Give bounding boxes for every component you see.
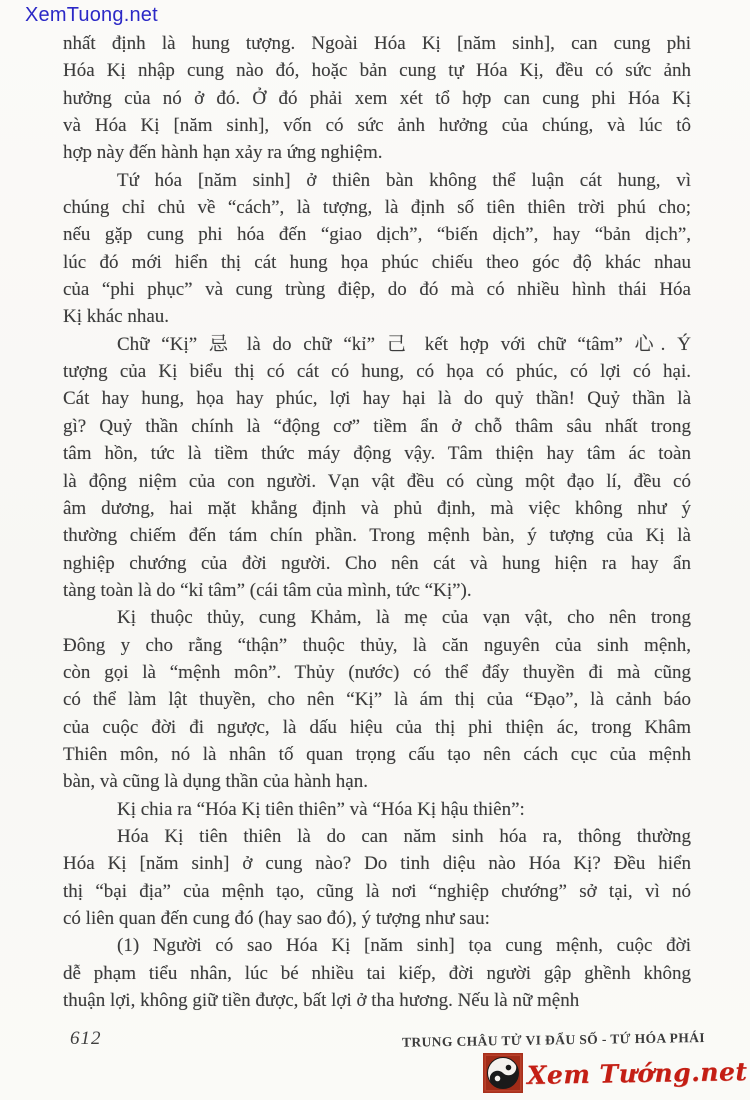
- text-line: bàn, và cũng là dụng thần của hành hạn.: [63, 771, 368, 793]
- paragraph: [63, 932, 691, 1014]
- text-line: lúc đó mới hiển thị cát hung họa phúc chiếu theo góc độ khác nhau: [63, 251, 691, 273]
- text-line: chúng chỉ chủ về “cách”, là tượng, là định số tiên thiên trời phú cho;: [63, 197, 691, 219]
- text-line: hợp này đến hành hạn xảy ra ứng nghiệm.: [63, 142, 383, 164]
- yin-yang-icon: [483, 1053, 523, 1093]
- logo-text: Xem Tướng.net: [526, 1056, 748, 1090]
- paragraph: [63, 823, 691, 932]
- text-line: Hóa Kị [năm sinh] ở cung nào? Do tinh diệu nào Hóa Kị? Đều hiển: [63, 853, 691, 875]
- text-line: Tứ hóa [năm sinh] ở thiên bàn không thể luận cát hung, vì: [117, 169, 691, 191]
- text-line: thuận lợi, không giữ tiền được, bất lợi ở tha hương. Nếu là nữ mệnh: [63, 990, 580, 1012]
- paragraph: [63, 331, 691, 604]
- running-title: TRUNG CHÂU TỬ VI ĐẨU SỐ - TỨ HÓA PHÁI: [401, 1030, 706, 1050]
- text-line: có thể làm lật thuyền, cho nên “Kị” là ám thị của “Đạo”, là cảnh báo: [63, 689, 691, 711]
- text-line: Hóa Kị nhập cung nào đó, hoặc bản cung tự Hóa Kị, đều có sức ảnh: [63, 60, 691, 82]
- text-line: hưởng của nó ở đó. Ở đó phải xem xét tổ hợp can cung phi Hóa Kị: [63, 87, 691, 109]
- text-line: nghiệp chướng của đời người. Cho nên cát và hung hiện ra hay ẩn: [63, 552, 691, 574]
- text-line: còn gọi là “mệnh môn”. Thủy (nước) có thể đẩy thuyền đi mà cũng: [63, 661, 691, 683]
- text-line: tâm hồn, tức là tiềm thức máy động vậy. Tâm thiện hay tâm ác toàn: [63, 443, 691, 465]
- text-line: Thiên môn, nó là nhân tố quan trọng cấu tạo nên cách cục của mệnh: [63, 743, 691, 765]
- text-line: Đông y cho rằng “thận” thuộc thủy, là căn nguyên của sinh mệnh,: [63, 634, 691, 656]
- text-line: có liên quan đến cung đó (hay sao đó), ý tượng như sau:: [63, 908, 490, 929]
- text-line: nếu gặp cung phi hóa đến “giao dịch”, “biến dịch”, hay “bản dịch”,: [63, 224, 691, 246]
- text-line: âm dương, hai mặt khẳng định và phủ định, mà việc không như ý: [63, 497, 691, 519]
- text-line: của cuộc đời đi ngược, là dấu hiệu của thị phi thiện ác, trong Khâm: [63, 716, 691, 738]
- text-line: (1) Người có sao Hóa Kị [năm sinh] tọa cung mệnh, cuộc đời: [117, 935, 691, 957]
- paragraph: [63, 604, 691, 795]
- text-line: Cát hay hung, họa hay phúc, lợi hay hại là do quỷ thần! Quỷ thần là: [63, 388, 691, 410]
- text-line: dễ phạm tiểu nhân, lúc bé nhiều tai kiếp, đời người gập ghềnh không: [63, 962, 691, 984]
- text-line: Kị chia ra “Hóa Kị tiên thiên” và “Hóa Kị hậu thiên”:: [117, 798, 525, 820]
- text-line: thị “bại địa” của mệnh tạo, cũng là nơi “nghiệp chướng” sở tại, vì nó: [63, 880, 691, 902]
- text-line: thường chiếm đến tám chín phần. Trong mệnh bàn, ý tượng của Kị là: [63, 525, 691, 547]
- paragraph: [63, 30, 691, 167]
- publisher-logo: [483, 1053, 747, 1093]
- text-line: Chữ “Kị” 忌 là do chữ “kỉ” 己 kết hợp với chữ “tâm” 心. Ý: [117, 333, 691, 355]
- text-line: của “phi phục” và cung trùng điệp, do đó mà có nhiều hình thái Hóa: [63, 279, 691, 301]
- text-line: và Hóa Kị [năm sinh], vốn có sức ảnh hưởng của chúng, và lúc tô: [63, 115, 691, 137]
- paragraph: [63, 796, 691, 823]
- text-line: là động niệm của con người. Vạn vật đều có cùng một đạo lí, đều có: [63, 470, 691, 492]
- text-line: nhất định là hung tượng. Ngoài Hóa Kị [năm sinh], can cung phi: [63, 33, 691, 54]
- body-text: [63, 30, 691, 1014]
- text-line: gì? Quỷ thần chính là “động cơ” tiềm ẩn ở chỗ thâm sâu nhất trong: [63, 415, 691, 437]
- text-line: Kị khác nhau.: [63, 306, 170, 328]
- text-line: tàng toàn là do “kỉ tâm” (cái tâm của mình, tức “Kị”).: [63, 579, 472, 601]
- text-line: Hóa Kị tiên thiên là do can năm sinh hóa ra, thông thường: [117, 825, 691, 847]
- page-number: 612: [70, 1028, 102, 1049]
- paragraph: [63, 167, 691, 331]
- site-watermark: XemTuong.net: [25, 4, 158, 26]
- text-line: Kị thuộc thủy, cung Khảm, là mẹ của vạn vật, cho nên trong: [117, 607, 691, 629]
- text-line: tượng của Kị biểu thị có cát có hung, có họa có phúc, có lợi có hại.: [63, 361, 691, 383]
